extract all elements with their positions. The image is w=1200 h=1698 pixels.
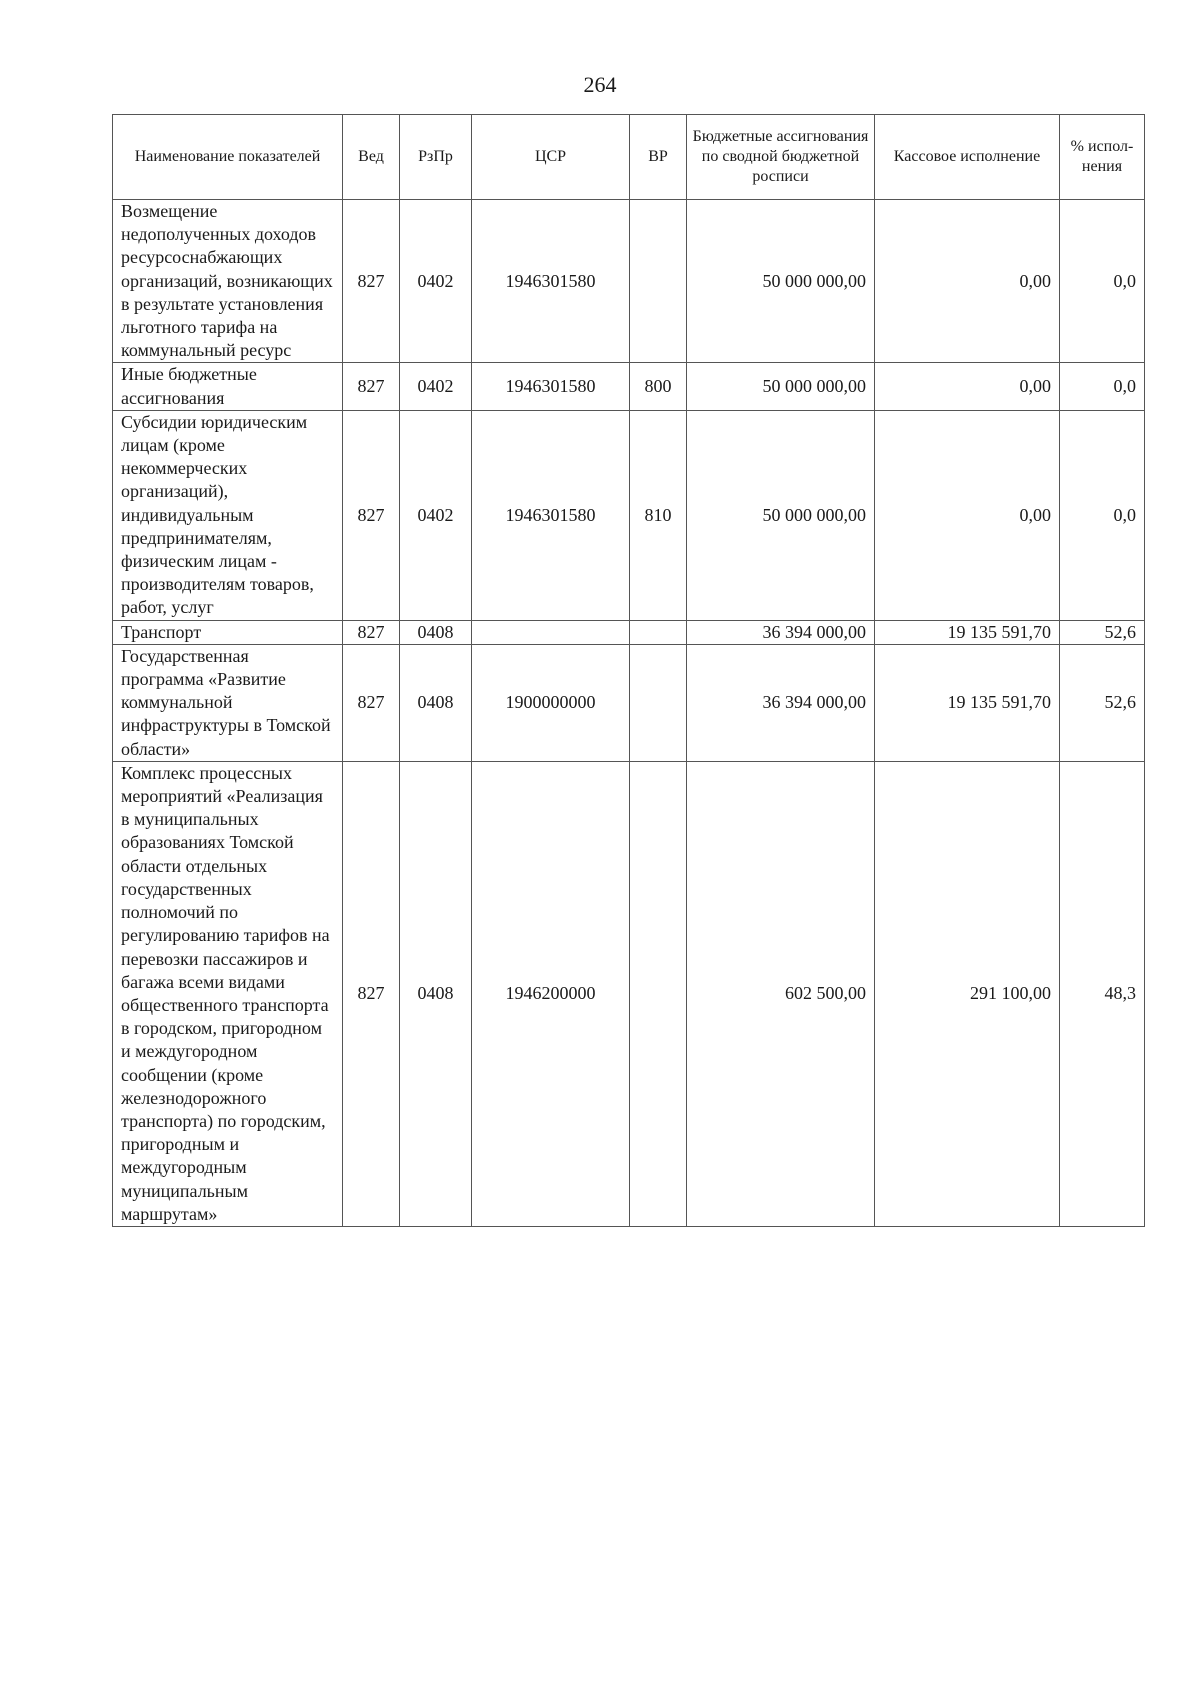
row-name: Государственная программа «Развитие коммунальной инфраструктуры в Томской области»	[113, 644, 343, 761]
table-row	[113, 200, 1145, 363]
row-name: Субсидии юридическим лицам (кроме некоммерческих организаций), индивидуальным предпринимателям, физическим лицам - производителям товаров, работ, услуг	[113, 410, 343, 620]
header-csr: ЦСР	[472, 115, 630, 200]
row-execution: 0,00	[875, 363, 1060, 410]
header-percent: % испол-нения	[1060, 115, 1145, 200]
row-execution: 19 135 591,70	[875, 620, 1060, 644]
header-execution: Кассовое исполнение	[875, 115, 1060, 200]
row-ved: 827	[343, 410, 400, 620]
table-row	[113, 644, 1145, 761]
row-csr: 1946301580	[472, 363, 630, 410]
row-allocations: 36 394 000,00	[687, 620, 875, 644]
row-percent: 52,6	[1060, 644, 1145, 761]
row-ved: 827	[343, 644, 400, 761]
row-vr: 810	[630, 410, 687, 620]
header-ved: Вед	[343, 115, 400, 200]
row-allocations: 36 394 000,00	[687, 644, 875, 761]
row-rzpr: 0402	[400, 200, 472, 363]
row-csr: 1946301580	[472, 200, 630, 363]
row-vr	[630, 761, 687, 1226]
header-allocations: Бюджетные ассигнования по сводной бюджетной росписи	[687, 115, 875, 200]
row-name: Иные бюджетные ассигнования	[113, 363, 343, 410]
row-ved: 827	[343, 761, 400, 1226]
header-vr: ВР	[630, 115, 687, 200]
table-row	[113, 363, 1145, 410]
row-execution: 291 100,00	[875, 761, 1060, 1226]
header-name: Наименование показателей	[113, 115, 343, 200]
budget-execution-table	[112, 114, 1145, 1227]
row-allocations: 50 000 000,00	[687, 410, 875, 620]
row-csr: 1946301580	[472, 410, 630, 620]
row-rzpr: 0408	[400, 620, 472, 644]
row-percent: 48,3	[1060, 761, 1145, 1226]
row-percent: 0,0	[1060, 410, 1145, 620]
row-rzpr: 0408	[400, 644, 472, 761]
row-ved: 827	[343, 620, 400, 644]
row-percent: 0,0	[1060, 363, 1145, 410]
row-name: Транспорт	[113, 620, 343, 644]
row-csr	[472, 620, 630, 644]
header-rzpr: РзПр	[400, 115, 472, 200]
row-percent: 0,0	[1060, 200, 1145, 363]
row-percent: 52,6	[1060, 620, 1145, 644]
row-rzpr: 0402	[400, 363, 472, 410]
row-execution: 0,00	[875, 200, 1060, 363]
table-row	[113, 620, 1145, 644]
row-vr	[630, 644, 687, 761]
row-execution: 0,00	[875, 410, 1060, 620]
row-allocations: 50 000 000,00	[687, 363, 875, 410]
page-number: 264	[583, 72, 617, 97]
row-ved: 827	[343, 200, 400, 363]
row-csr: 1946200000	[472, 761, 630, 1226]
row-ved: 827	[343, 363, 400, 410]
table-row	[113, 761, 1145, 1226]
row-execution: 19 135 591,70	[875, 644, 1060, 761]
row-allocations: 602 500,00	[687, 761, 875, 1226]
row-rzpr: 0408	[400, 761, 472, 1226]
row-allocations: 50 000 000,00	[687, 200, 875, 363]
row-name: Возмещение недополученных доходов ресурсоснабжающих организаций, возникающих в результате установления льготного тарифа на коммунальный ресурс	[113, 200, 343, 363]
row-vr: 800	[630, 363, 687, 410]
row-name: Комплекс процессных мероприятий «Реализация в муниципальных образованиях Томской области отдельных государственных полномочий по регулированию тарифов на перевозки пассажиров и багажа всеми видами общественного транспорта в городском, пригородном и междугородном сообщении (кроме железнодорожного транспорта) по городским, пригородным и междугородным муниципальным маршрутам»	[113, 761, 343, 1226]
row-rzpr: 0402	[400, 410, 472, 620]
table-row	[113, 410, 1145, 620]
row-vr	[630, 620, 687, 644]
row-csr: 1900000000	[472, 644, 630, 761]
header-row	[113, 115, 1145, 200]
row-vr	[630, 200, 687, 363]
